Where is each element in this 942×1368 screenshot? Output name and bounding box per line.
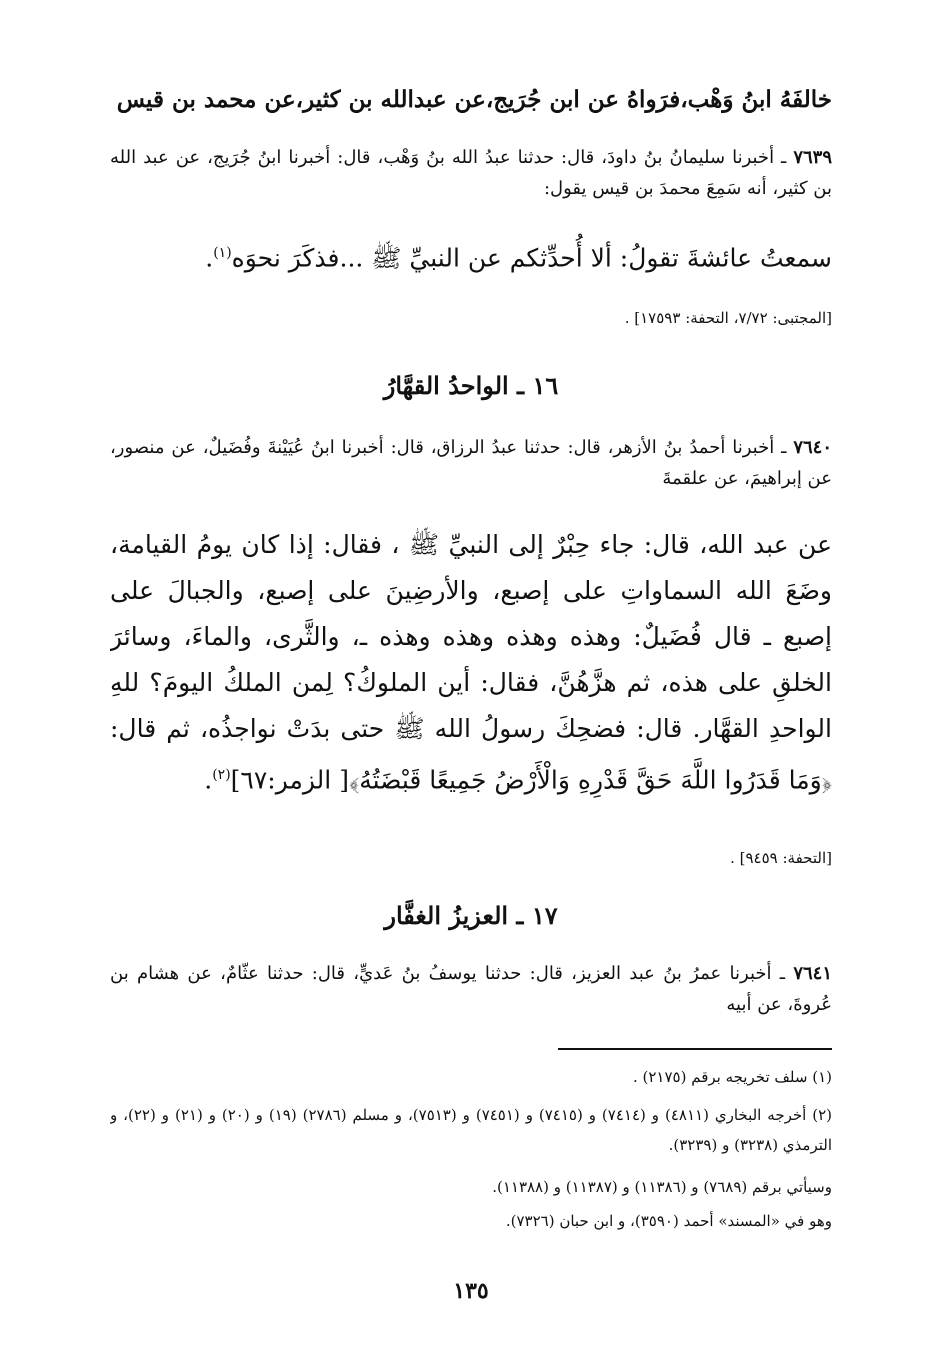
hadith-number: ٧٦٣٩: [793, 147, 832, 168]
footnote-2-continued: وسيأتي برقم (٧٦٨٩) و (١١٣٨٦) و (١١٣٨٧) و (١١٣٨٨).: [492, 1178, 832, 1196]
hadith-number: ٧٦٤١: [793, 963, 832, 984]
matn-end: .: [205, 243, 214, 273]
hadith-number: ٧٦٤٠: [793, 437, 832, 458]
footnote-2-musnad: وهو في «المسند» أحمد (٣٥٩٠)، و ابن حبان (٧٣٢٦).: [505, 1212, 832, 1230]
footnote-1: (١) سلف تخريجه برقم (٢١٧٥) .: [632, 1068, 832, 1086]
hadith-7640-reference: [التحفة: ٩٤٥٩] .: [730, 849, 832, 867]
matn-text: سمعتُ عائشةَ تقولُ: ألا أُحدِّثكم عن النبيِّ ﷺ ...فذكَرَ نحوَه: [231, 243, 832, 273]
isnad-text: ـ أخبرنا عمرُ بنُ عبد العزيز، قال: حدثنا يوسفُ بنُ عَديٍّ، قال: حدثنا عثّامٌ، عن هشام بن عُروةَ، عن أبيه: [110, 963, 832, 1015]
matn-text: عن عبد الله، قال: جاء حِبْرٌ إلى النبيِّ ﷺ ، فقال: إذا كان يومُ القيامة، وضَعَ الله السماواتِ على إصبع، والأرضِينَ على إصبع، والجبالَ على إصبع ـ قال فُضَيلٌ: وهذه وهذه وهذه وهذه ـ، والثَّرى، والماءَ، وسائرَ الخلقِ على هذه، ثم هزَّهُنَّ، فقال: أين الملوكُ؟ لِمن الملكُ اليومَ؟ للهِ الواحدِ القهَّار. قال: فضحِكَ رسولُ الله ﷺ حتى بدَتْ نواجذُه، ثم قال: ﴿وَمَا قَدَرُوا اللَّهَ حَقَّ قَدْرِهِ وَالْأَرْضُ جَمِيعًا قَبْضَتُهُ﴾[ الزمر:٦٧]: [110, 530, 832, 795]
isnad-text: ـ أخبرنا سليمانُ بنُ داودَ، قال: حدثنا عبدُ الله بنُ وَهْب، قال: أخبرنا ابنُ جُرَيج، عن عبد الله بن كثير، أنه سَمِعَ محمدَ بن قيس يقول:: [110, 147, 832, 199]
hadith-7640-isnad: [110, 432, 832, 494]
chapter-title-17: ١٧ ـ العزيزُ الغفَّار: [384, 901, 558, 930]
isnad-text: ـ أخبرنا أحمدُ بنُ الأزهر، قال: حدثنا عبدُ الرزاق، قال: أخبرنا ابنُ عُيَيْنةَ وفُضَيلٌ، عن منصور، عن إبراهيمَ، عن علقمةَ: [110, 437, 832, 489]
hadith-7640-matn: [110, 522, 832, 803]
page-number: ١٣٥: [453, 1278, 489, 1304]
chain-variation-heading: خالفَهُ ابنُ وَهْب،فرَواهُ عن ابن جُرَيج،عن عبدالله بن كثير،عن محمد بن قيس: [116, 86, 832, 113]
footnote-separator: [558, 1048, 832, 1050]
hadith-7639-reference: [المجتبى: ٧/٧٢، التحفة: ١٧٥٩٣] .: [624, 309, 832, 327]
hadith-7639-isnad: [110, 142, 832, 204]
hadith-7639-matn: [110, 230, 832, 281]
chapter-title-16: ١٦ ـ الواحدُ القهَّارُ: [383, 371, 559, 400]
matn-end: .: [204, 765, 213, 795]
footnote-2: (٢) أخرجه البخاري (٤٨١١) و (٧٤١٤) و (٧٤١٥) و (٧٤٥١) و (٧٥١٣)، و مسلم (٢٧٨٦) (١٩) و (٢٠) و (٢١) و (٢٢)، و الترمذي (٣٢٣٨) و (٣٢٣٩).: [110, 1106, 832, 1154]
footnote-marker: (٢): [212, 767, 231, 783]
footnote-marker: (١): [213, 245, 232, 261]
hadith-7641-isnad: [110, 958, 832, 1020]
